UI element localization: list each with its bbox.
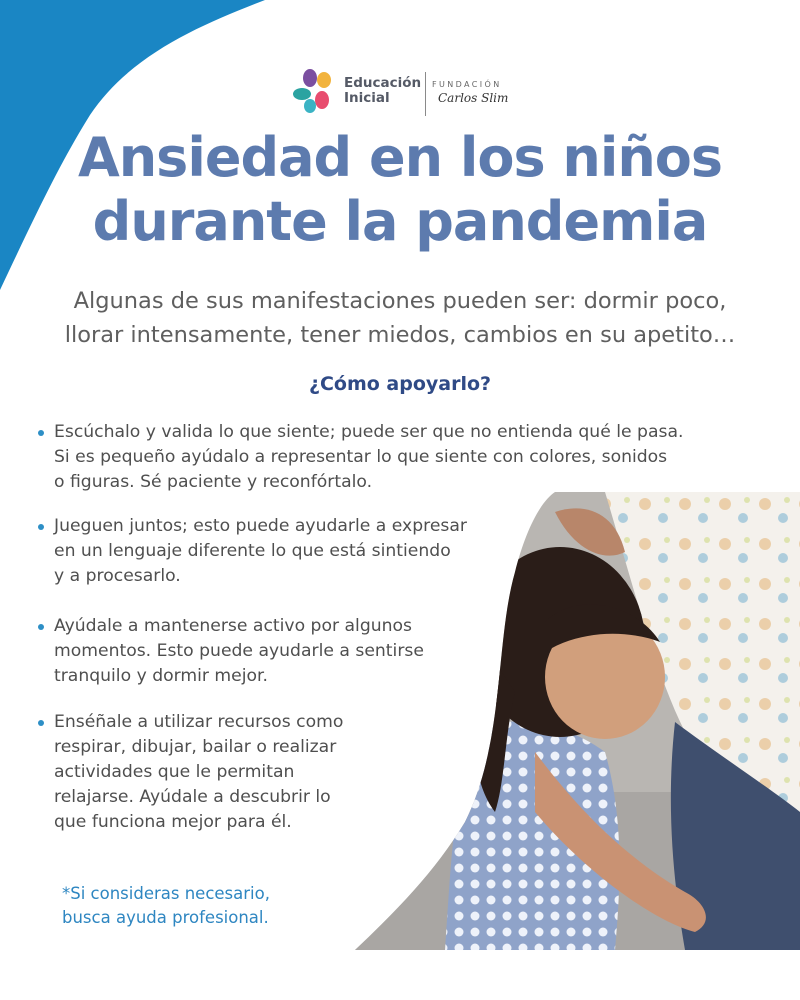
tip-text: Enséñale a utilizar recursos como respirar, dibujar, bailar o realizar actividades que le permitan relajarse. Ayúdale a descubrir lo que funciona mejor para él.: [54, 712, 344, 832]
foundation-signature: Carlos Slim: [438, 91, 509, 105]
bullet-dot-icon: [38, 720, 44, 726]
bullet-dot-icon: [38, 624, 44, 630]
colored-hands-icon: [288, 66, 344, 122]
brand-name: Educación Inicial: [344, 75, 422, 106]
title-line-2: durante la pandemia: [92, 190, 708, 253]
tip-item: [38, 420, 758, 495]
bullet-dot-icon: [38, 524, 44, 530]
title-line-1: Ansiedad en los niños: [77, 126, 723, 189]
section-subtitle: ¿Cómo apoyarlo?: [308, 373, 492, 395]
tip-item: [38, 514, 508, 589]
logo-divider: [425, 72, 426, 116]
tip-text: Jueguen juntos; esto puede ayudarle a expresar en un lenguaje diferente lo que está sintiendo y a procesarlo.: [54, 516, 467, 586]
page-title: [0, 126, 800, 254]
tip-text: Ayúdale a mantenerse activo por algunos momentos. Esto puede ayudarle a sentirse tranquilo y dormir mejor.: [54, 616, 424, 686]
logo-group: [288, 66, 528, 122]
tip-item: [38, 614, 468, 689]
intro-line-2: llorar intensamente, tener miedos, cambios en su apetito…: [64, 322, 736, 348]
intro-line-1: Algunas de sus manifestaciones pueden ser: dormir poco,: [73, 288, 727, 314]
tip-text: Escúchalo y valida lo que siente; puede ser que no entienda qué le pasa. Si es pequeño ayúdalo a representar lo que siente con colores, sonidos o figuras. Sé paciente y reconfórtalo.: [54, 422, 684, 492]
intro-text: [20, 284, 780, 352]
tip-item: [38, 710, 388, 835]
bullet-dot-icon: [38, 430, 44, 436]
footnote: *Si consideras necesario, busca ayuda profesional.: [62, 884, 270, 927]
foundation-label: FUNDACIÓN: [432, 80, 502, 89]
